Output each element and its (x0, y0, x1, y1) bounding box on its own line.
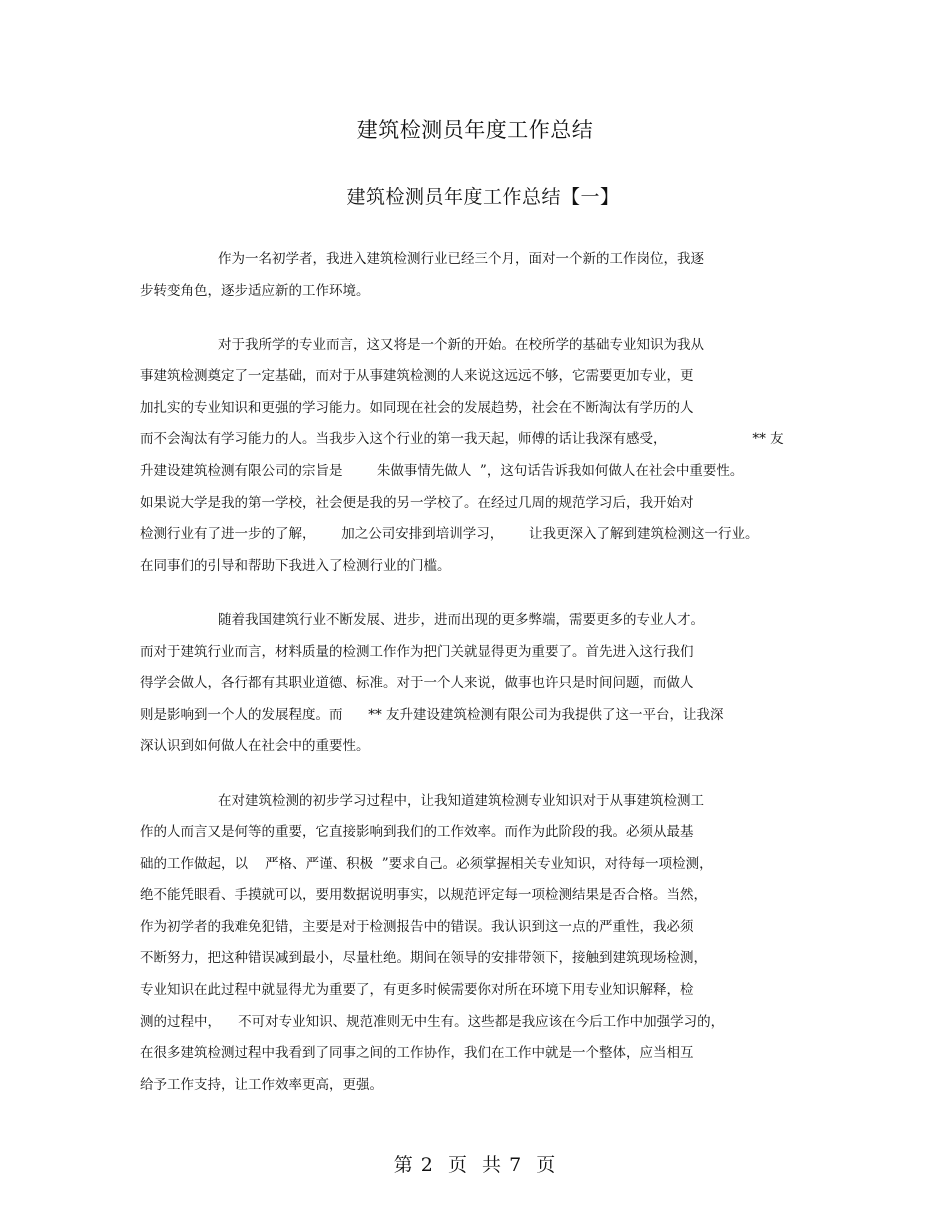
section-title: 建筑检测员年度工作总结【一】 (346, 186, 620, 208)
paragraph-line: 事建筑检测奠定了一定基础，而对于从事建筑检测的人来说这远远不够，它需要更加专业，更 (140, 368, 694, 384)
paragraph-line: 给予工作支持，让工作效率更高，更强。 (140, 1077, 383, 1093)
paragraph-line: 础的工作做起，以 严格、严谨、积极 ”要求自己。必须掌握相关专业知识，对待每一项检测， (140, 856, 713, 872)
paragraph-line: 作为一名初学者，我进入建筑检测行业已经三个月，面对一个新的工作岗位，我逐 (218, 251, 704, 267)
paragraph-line: 加扎实的专业知识和更强的学习能力。如同现在社会的发展趋势，社会在不断淘汰有学历的人 (140, 400, 694, 416)
page-number-footer: 第 2 页 共 7 页 (393, 1154, 557, 1176)
paragraph-line: 作的人而言又是何等的重要，它直接影响到我们的工作效率。而作为此阶段的我。必须从最基 (140, 824, 694, 840)
paragraph-line: 在同事们的引导和帮助下我进入了检测行业的门槛。 (140, 558, 451, 574)
paragraph-line: 深认识到如何做人在社会中的重要性。 (140, 738, 370, 754)
paragraph-line: 而对于建筑行业而言，材料质量的检测工作作为把门关就显得更为重要了。首先进入这行我们 (140, 644, 694, 660)
paragraph-line: 作为初学者的我难免犯错，主要是对于检测报告中的错误。我认识到这一点的严重性，我必须 (140, 919, 694, 935)
paragraph-line: 对于我所学的专业而言，这又将是一个新的开始。在校所学的基础专业知识为我从 (218, 337, 704, 353)
paragraph-line: 检测行业有了进一步的了解， 加之公司安排到培训学习， 让我更深入了解到建筑检测这一行业。 (140, 526, 759, 542)
paragraph-line: 随着我国建筑行业不断发展、进步，进而出现的更多弊端，需要更多的专业人才。 (218, 612, 704, 628)
paragraph-line: 而不会淘汰有学习能力的人。当我步入这个行业的第一我天起，师傅的话让我深有感受， ** 友 (140, 431, 784, 447)
paragraph-line: 升建设建筑检测有限公司的宗旨是 朱做事情先做人 ”，这句话告诉我如何做人在社会中重要性。 (140, 463, 744, 479)
paragraph-line: 得学会做人，各行都有其职业道德、标准。对于一个人来说，做事也许只是时间问题，而做人 (140, 675, 694, 691)
paragraph-line: 不断努力，把这种错误减到最小，尽量杜绝。期间在领导的安排带领下，接触到建筑现场检测， (140, 950, 707, 966)
paragraph-line: 在很多建筑检测过程中我看到了同事之间的工作协作，我们在工作中就是一个整体，应当相互 (140, 1045, 694, 1061)
paragraph-line: 在对建筑检测的初步学习过程中，让我知道建筑检测专业知识对于从事建筑检测工 (218, 793, 704, 809)
paragraph-line: 绝不能凭眼看、手摸就可以，要用数据说明事实，以规范评定每一项检测结果是否合格。当然， (140, 887, 707, 903)
paragraph-line: 如果说大学是我的第一学校，社会便是我的另一学校了。在经过几周的规范学习后，我开始对 (140, 495, 694, 511)
paragraph-line: 步转变角色，逐步适应新的工作环境。 (140, 283, 370, 299)
document-title: 建筑检测员年度工作总结 (356, 118, 594, 142)
paragraph-line: 专业知识在此过程中就显得尤为重要了，有更多时候需要你对所在环境下用专业知识解释，检 (140, 982, 694, 998)
paragraph-line: 测的过程中， 不可对专业知识、规范准则无中生有。这些都是我应该在今后工作中加强学习的， (140, 1014, 725, 1030)
paragraph-line: 则是影响到一个人的发展程度。而 ** 友升建设建筑检测有限公司为我提供了这一平台，让我深 (140, 707, 724, 723)
